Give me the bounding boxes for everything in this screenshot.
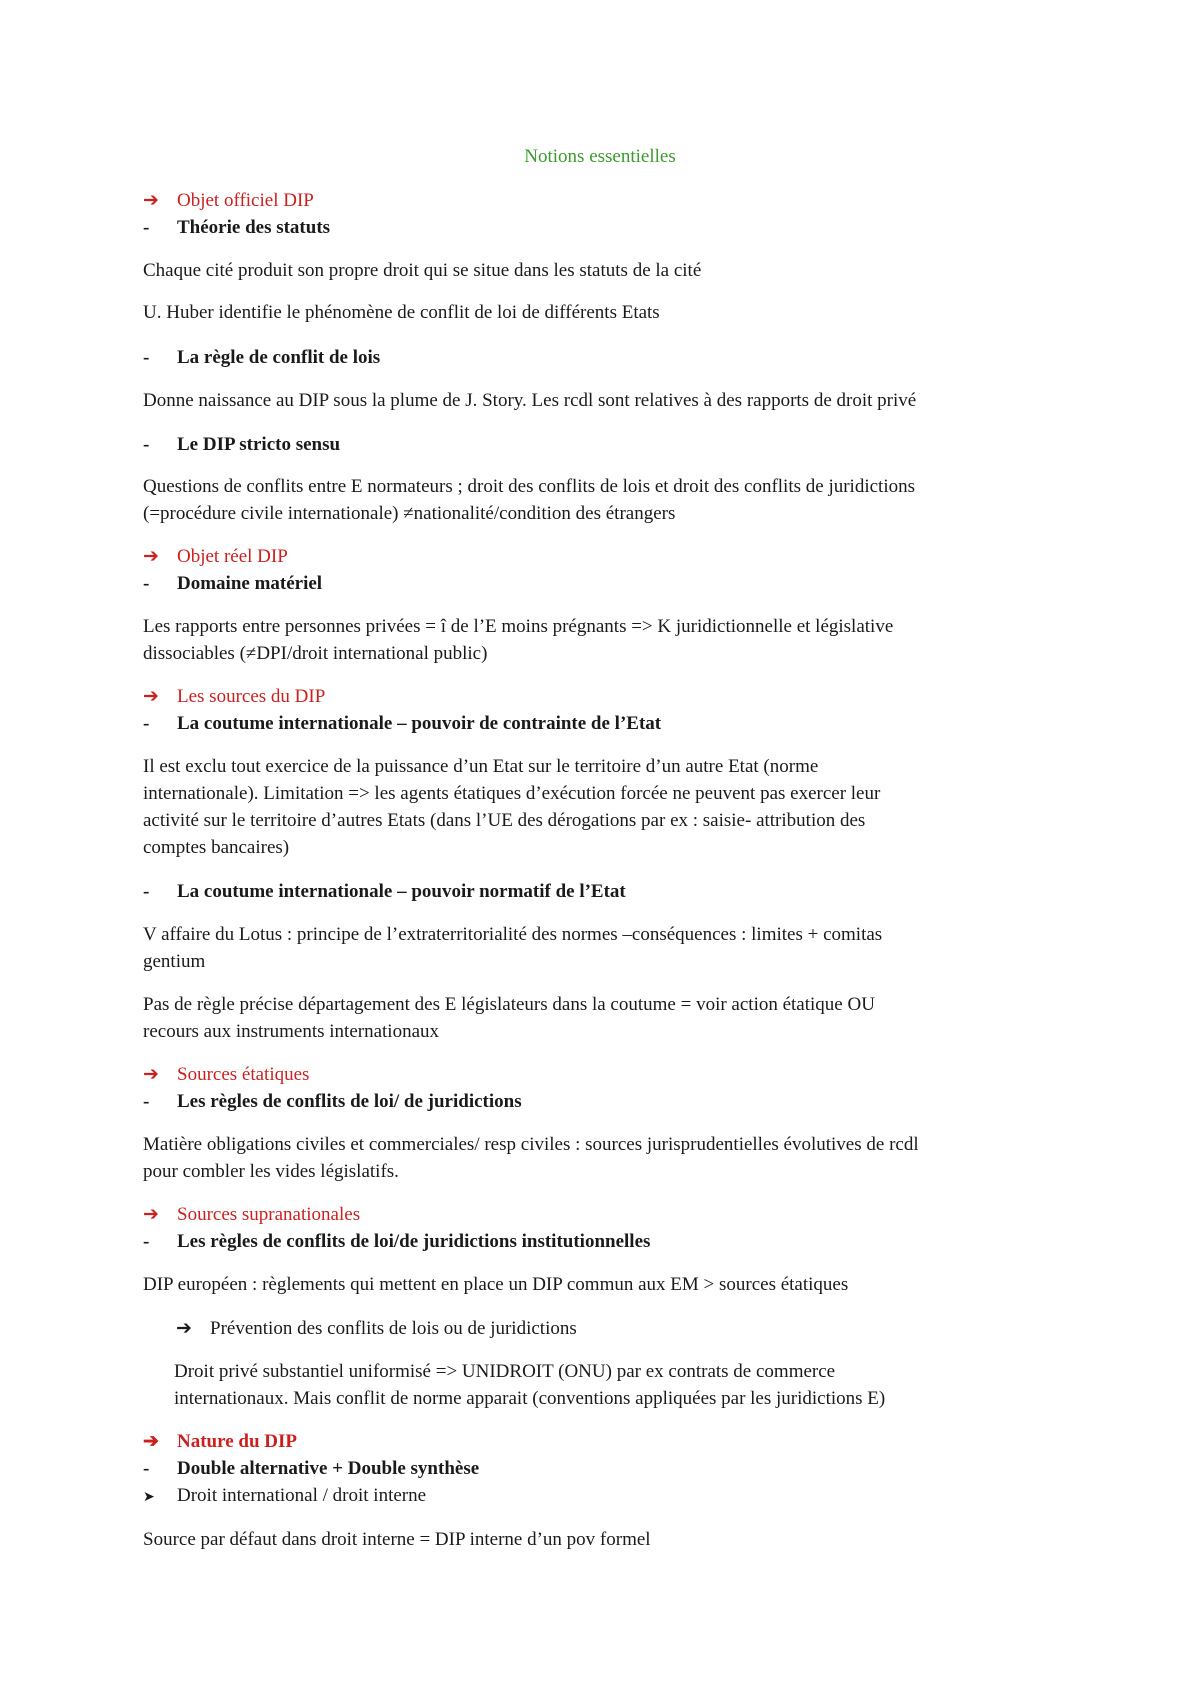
triangle-bullet-icon: ➤ — [143, 1490, 155, 1505]
paragraph-line: V affaire du Lotus : principe de l’extraterritorialité des normes –conséquences : limites + comitas — [143, 924, 883, 945]
paragraph-line: gentium — [143, 951, 206, 972]
subheading-dip-stricto-sensu: - Le DIP stricto sensu — [143, 434, 341, 455]
section-heading-sources-supranationales: ➔ Sources supranationales — [143, 1204, 361, 1225]
dash-bullet: - — [143, 713, 150, 734]
dash-bullet: - — [143, 881, 150, 902]
paragraph-line: internationaux. Mais conflit de norme apparait (conventions appliquées par les juridictions E) — [174, 1388, 886, 1409]
arrow-right-icon: ➔ — [143, 686, 159, 707]
arrow-right-icon: ➔ — [143, 1431, 159, 1452]
subheading-coutume-contrainte: - La coutume internationale – pouvoir de contrainte de l’Etat — [143, 713, 662, 734]
paragraph-line: Les rapports entre personnes privées = î de l’E moins prégnants => K juridictionnelle et législative — [143, 616, 894, 637]
dash-bullet: - — [143, 1231, 150, 1252]
section-heading-objet-officiel: ➔ Objet officiel DIP — [143, 190, 314, 211]
paragraph-line: Pas de règle précise départagement des E législateurs dans la coutume = voir action étatique OU — [143, 994, 875, 1015]
section-heading-nature: ➔ Nature du DIP — [143, 1431, 297, 1452]
arrow-right-icon: ➔ — [143, 190, 159, 211]
paragraph: Source par défaut dans droit interne = DIP interne d’un pov formel — [143, 1529, 651, 1550]
paragraph: Chaque cité produit son propre droit qui se situe dans les statuts de la cité — [143, 260, 702, 281]
arrow-right-icon: ➔ — [143, 1064, 159, 1085]
arrow-right-icon: ➔ — [176, 1318, 192, 1339]
paragraph-line: Questions de conflits entre E normateurs ; droit des conflits de lois et droit des conflits de juridictions — [143, 476, 915, 497]
subheading-regles-institutionnelles: - Les règles de conflits de loi/de juridictions institutionnelles — [143, 1231, 651, 1252]
arrow-right-icon: ➔ — [143, 1204, 159, 1225]
dash-bullet: - — [143, 573, 150, 594]
paragraph-line: recours aux instruments internationaux — [143, 1021, 440, 1042]
subheading-regles-conflits: - Les règles de conflits de loi/ de juridictions — [143, 1091, 522, 1112]
paragraph-line: activité sur le territoire d’autres Etats (dans l’UE des dérogations par ex : saisie- attribution des — [143, 810, 866, 831]
arrow-right-icon: ➔ — [143, 546, 159, 567]
paragraph-line: pour combler les vides législatifs. — [143, 1161, 399, 1182]
subheading-double-alternative: - Double alternative + Double synthèse — [143, 1458, 480, 1479]
arrow-list-item: ➔ Prévention des conflits de lois ou de juridictions — [176, 1318, 577, 1339]
paragraph-line: (=procédure civile internationale) ≠nationalité/condition des étrangers — [143, 503, 676, 524]
paragraph: Donne naissance au DIP sous la plume de J. Story. Les rcdl sont relatives à des rapports de droit privé — [143, 390, 917, 411]
dash-bullet: - — [143, 1091, 150, 1112]
paragraph-line: dissociables (≠DPI/droit international public) — [143, 643, 488, 664]
paragraph: DIP européen : règlements qui mettent en place un DIP commun aux EM > sources étatiques — [143, 1274, 849, 1295]
dash-bullet: - — [143, 1458, 150, 1479]
subheading-coutume-normatif: - La coutume internationale – pouvoir normatif de l’Etat — [143, 881, 626, 902]
dash-bullet: - — [143, 347, 150, 368]
paragraph-line: internationale). Limitation => les agents étatiques d’exécution forcée ne peuvent pas exercer leur — [143, 783, 881, 804]
paragraph-line: comptes bancaires) — [143, 837, 290, 858]
subheading-domaine-materiel: - Domaine matériel — [143, 573, 323, 594]
bullet-item: ➤ Droit international / droit interne — [143, 1485, 426, 1509]
subheading-regle-conflit: - La règle de conflit de lois — [143, 347, 381, 368]
dash-bullet: - — [143, 434, 150, 455]
paragraph-line: Matière obligations civiles et commerciales/ resp civiles : sources jurisprudentielles évolutives de rcdl — [143, 1134, 919, 1155]
section-heading-objet-reel: ➔ Objet réel DIP — [143, 546, 288, 567]
page-title: Notions essentielles — [524, 146, 676, 167]
dash-bullet: - — [143, 217, 150, 238]
paragraph-line: Il est exclu tout exercice de la puissance d’un Etat sur le territoire d’un autre Etat (norme — [143, 756, 819, 777]
subheading-theorie-statuts: - Théorie des statuts — [143, 217, 331, 238]
section-heading-sources-etatiques: ➔ Sources étatiques — [143, 1064, 310, 1085]
paragraph: U. Huber identifie le phénomène de conflit de loi de différents Etats — [143, 302, 660, 323]
section-heading-sources: ➔ Les sources du DIP — [143, 686, 326, 707]
paragraph-line: Droit privé substantiel uniformisé => UNIDROIT (ONU) par ex contrats de commerce — [174, 1361, 836, 1382]
